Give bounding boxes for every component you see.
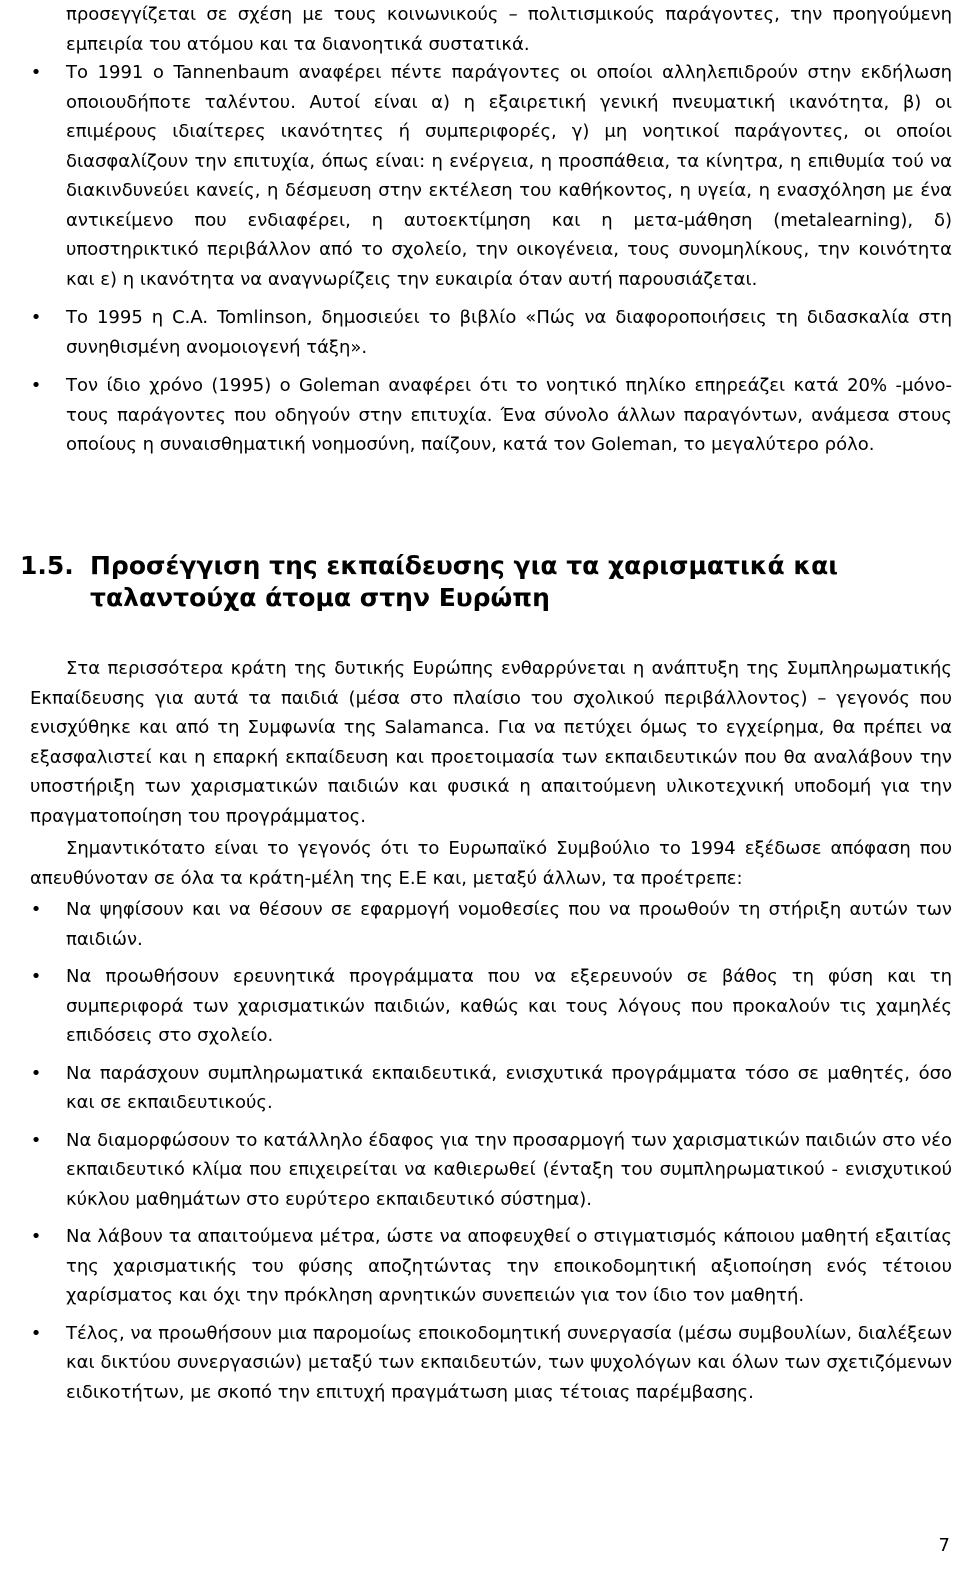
list-item (30, 962, 952, 1051)
list-item-text: Το 1991 ο Tannenbaum αναφέρει πέντε παράγοντες οι οποίοι αλληλεπιδρούν στην εκδήλωση οποιουδήποτε ταλέντου. Αυτοί είναι α) η εξαιρετική γενική πνευματική ικανότητα, β) οι επιμέρους ιδιαίτερες ικανότητες ή συμπεριφορές, γ) μη νοητικοί παράγοντες, οι οποίοι διασφαλίζουν την επιτυχία, όπως είναι: η ενέργεια, η προσπάθεια, τα κίνητρα, η επιθυμία τού να διακινδυνεύει κανείς, η δέσμευση στην εκτέλεση του καθήκοντος, η υγεία, η ενασχόληση με ένα αντικείμενο που ενδιαφέρει, η αυτοεκτίμηση και η μετα-μάθηση (metalearning), δ) υποστηρικτικό περιβάλλον από το σχολείο, την οικογένεια, τους συνομηλίκους, την κοινότητα και ε) η ικανότητα να αναγνωρίζεις την ευκαιρία όταν αυτή παρουσιάζεται. (66, 62, 952, 290)
bullet-icon: • (30, 1062, 42, 1084)
list-item-text: Το 1995 η C.A. Tomlinson, δημοσιεύει το βιβλίο «Πώς να διαφοροποιήσεις τη διδασκαλία στη συνηθισμένη ανομοιογενή τάξη». (66, 307, 952, 358)
list-item (30, 1059, 952, 1118)
list-item (30, 895, 952, 954)
intro-continuation: προσεγγίζεται σε σχέση με τους κοινωνικούς – πολιτισμικούς παράγοντες, την προηγούμενη εμπειρία του ατόμου και τα διανοητικά συστατικά. (66, 4, 952, 55)
bullet-icon: • (30, 966, 42, 987)
paragraph: Στα περισσότερα κράτη της δυτικής Ευρώπης ενθαρρύνεται η ανάπτυξη της Συμπληρωματικής Εκπαίδευσης για αυτά τα παιδιά (μέσα στο πλαίσιο του σχολικού περιβάλλοντος) – γεγονός που ενισχύθηκε και από τη Συμφωνία της Salamanca. Για να πετύχει όμως το εγχείρημα, θα πρέπει να εξασφαλιστεί και η επαρκή εκπαίδευση και προετοιμασία των εκπαιδευτικών που θα αναλάβουν την υποστήριξη των χαρισματικών παιδιών και φυσικά η απαιτούμενη υλικοτεχνική υποδομή για την πραγματοποίηση του προγράμματος. (30, 658, 952, 827)
bullet-icon: • (30, 375, 42, 396)
body-paragraphs (30, 654, 952, 893)
bullet-icon: • (30, 62, 42, 83)
list-item-text: Να παράσχουν συμπληρωματικά εκπαιδευτικά, ενισχυτικά προγράμματα τόσο σε μαθητές, όσο και σε εκπαιδευτικούς. (66, 1062, 952, 1113)
top-bullet-list (30, 58, 952, 460)
section-title: Προσέγγιση της εκπαίδευσης για τα χαρισματικά και ταλαντούχα άτομα στην Ευρώπη (90, 551, 839, 612)
bullet-icon: • (30, 1226, 42, 1247)
bullet-icon: • (30, 1322, 42, 1344)
bullet-icon: • (30, 1129, 42, 1151)
list-item (30, 58, 952, 294)
list-item (30, 1319, 952, 1408)
list-item (30, 1126, 952, 1215)
page-number: 7 (938, 1535, 950, 1556)
list-item (30, 1222, 952, 1311)
list-item (30, 303, 952, 362)
list-item-text: Τον ίδιο χρόνο (1995) ο Goleman αναφέρει ότι το νοητικό πηλίκο επηρεάζει κατά 20% -μόνο- τους παράγοντες που οδηγούν στην επιτυχία. Ένα σύνολο άλλων παραγόντων, ανάμεσα στους οποίους η συναισθηματική νοημοσύνη, παίζουν, κατά τον Goleman, το μεγαλύτερο ρόλο. (66, 375, 952, 455)
bottom-bullet-list (30, 895, 952, 1407)
list-item-text: Να λάβουν τα απαιτούμενα μέτρα, ώστε να αποφευχθεί ο στιγματισμός κάποιου μαθητή εξαιτίας της χαρισματικής του φύσης αποζητώντας την εποικοδομητική αξιοποίηση ενός τέτοιου χαρίσματος και όχι την πρόκληση αρνητικών συνεπειών για τον ίδιο τον μαθητή. (66, 1226, 952, 1306)
paragraph: Σημαντικότατο είναι το γεγονός ότι το Ευρωπαϊκό Συμβούλιο το 1994 εξέδωσε απόφαση που απευθύνοταν σε όλα τα κράτη-μέλη της Ε.Ε και, μεταξύ άλλων, τα προέτρεπε: (30, 838, 952, 889)
list-item-text: Να διαμορφώσουν το κατάλληλο έδαφος για την προσαρμογή των χαρισματικών παιδιών στο νέο εκπαιδευτικό κλίμα που επιχειρείται να καθιερωθεί (ένταξη του συμπληρωματικού - ενισχυτικού κύκλου μαθημάτων στο ευρύτερο εκπαιδευτικό σύστημα). (66, 1129, 952, 1210)
section-number: 1.5. (20, 551, 74, 580)
list-item-text: Να ψηφίσουν και να θέσουν σε εφαρμογή νομοθεσίες που να προωθούν τη στήριξη αυτών των παιδιών. (66, 899, 952, 950)
list-item (30, 371, 952, 460)
bullet-icon: • (30, 307, 42, 328)
list-item-text: Να προωθήσουν ερευνητικά προγράμματα που να εξερευνούν σε βάθος τη φύση και τη συμπεριφορά των χαρισματικών παιδιών, καθώς και τους λόγους που προκαλούν τις χαμηλές επιδόσεις στο σχολείο. (66, 966, 952, 1046)
bullet-icon: • (30, 899, 42, 920)
list-item-text: Τέλος, να προωθήσουν μια παρομοίως εποικοδομητική συνεργασία (μέσω συμβουλίων, διαλέξεων και δικτύου συνεργασιών) μεταξύ των εκπαιδευτών, των ψυχολόγων και όλων των σχετιζόμενων ειδικοτήτων, με σκοπό την επιτυχή πραγμάτωση μιας τέτοιας παρέμβασης. (66, 1322, 952, 1403)
